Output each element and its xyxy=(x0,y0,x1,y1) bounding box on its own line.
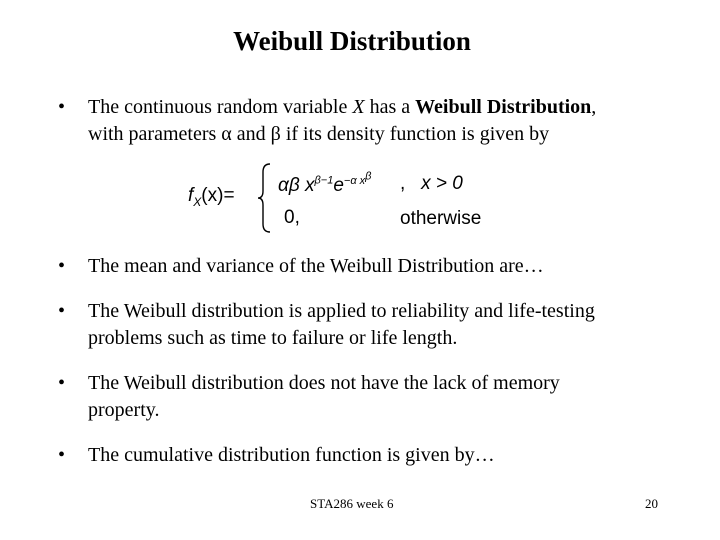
bullet-text-line1: The Weibull distribution is applied to reliability and life-testing xyxy=(88,300,595,322)
bullet-text-post: , xyxy=(591,96,597,118)
formula-lhs-arg: (x)= xyxy=(201,185,235,206)
footer-course: STA286 week 6 xyxy=(310,496,394,511)
case1-e-exponent-beta: β xyxy=(365,170,372,182)
bullet-text xyxy=(88,370,688,424)
density-formula xyxy=(186,163,496,239)
bullet-marker: • xyxy=(58,444,66,466)
formula-case-1 xyxy=(278,170,371,197)
case1-separator: , xyxy=(400,173,406,194)
bullet-text-pre: The continuous random variable xyxy=(88,96,353,118)
bullet-marker: • xyxy=(58,300,66,322)
bullet-text-bold: Weibull Distribution xyxy=(415,96,592,118)
formula-case-2: 0, xyxy=(284,207,300,228)
left-brace xyxy=(258,163,272,233)
case1-e-exponent-base: −α x xyxy=(343,174,366,187)
bullet-text-line2: property. xyxy=(88,399,160,421)
case1-e-exponent xyxy=(343,170,372,187)
bullet-text-line2: with parameters α and β if its density function is given by xyxy=(88,123,550,145)
bullet-marker: • xyxy=(58,372,66,394)
case1-condition-text: x > 0 xyxy=(421,173,463,194)
page-number: 20 xyxy=(645,496,658,511)
formula-lhs xyxy=(188,185,235,209)
formula-lhs-f: f xyxy=(188,185,194,206)
case1-exponent: β−1 xyxy=(314,174,334,187)
bullet-marker: • xyxy=(58,96,66,118)
case1-expr: αβ x xyxy=(278,174,315,196)
formula-lhs-sub: X xyxy=(193,194,202,209)
formula-case-1-condition xyxy=(400,173,463,195)
bullet-text xyxy=(88,94,688,148)
case1-e: e xyxy=(333,174,344,196)
bullet-text: The cumulative distribution function is given by… xyxy=(88,444,495,466)
bullet-text-line1: The Weibull distribution does not have the lack of memory xyxy=(88,372,560,394)
bullet-text xyxy=(88,298,688,352)
variable-x: X xyxy=(352,96,365,118)
formula-case-2-condition: otherwise xyxy=(400,208,482,229)
bullet-text-mid: has a xyxy=(364,96,416,118)
bullet-text: The mean and variance of the Weibull Distribution are… xyxy=(88,255,544,277)
slide-title: Weibull Distribution xyxy=(233,26,471,56)
bullet-text-line2: problems such as time to failure or life length. xyxy=(88,327,458,349)
bullet-marker: • xyxy=(58,255,66,277)
